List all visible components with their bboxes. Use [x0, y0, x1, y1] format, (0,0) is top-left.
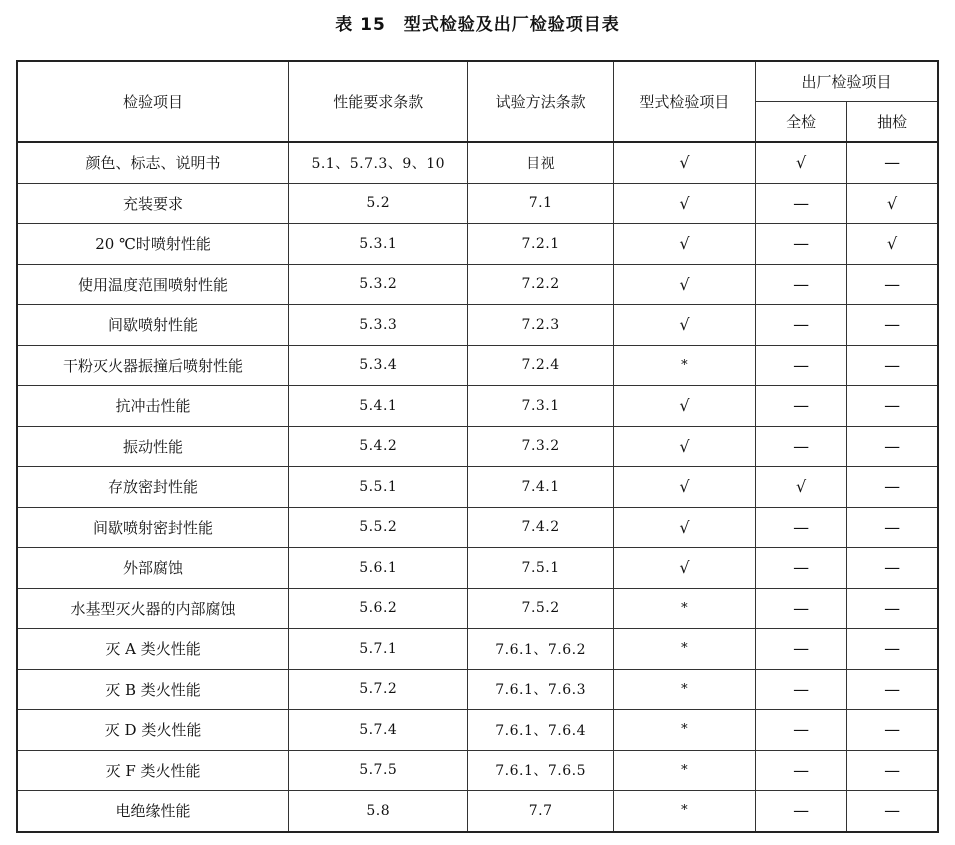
header-sampling-inspection: 抽检: [847, 102, 938, 143]
cell-item: 抗冲击性能: [17, 386, 289, 427]
cell-type-test: √: [613, 386, 755, 427]
header-item: 检验项目: [17, 61, 289, 142]
table-row: [17, 669, 938, 710]
cell-full-inspection: —: [756, 183, 847, 224]
cell-test-method-clause: 7.4.2: [468, 507, 613, 548]
cell-sampling-inspection: —: [847, 386, 938, 427]
cell-sampling-inspection: —: [847, 305, 938, 346]
cell-test-method-clause: 7.7: [468, 791, 613, 832]
cell-sampling-inspection: —: [847, 467, 938, 508]
table-row: [17, 345, 938, 386]
cell-requirement-clause: 5.4.2: [289, 426, 468, 467]
cell-type-test: *: [613, 629, 755, 670]
table-row: [17, 710, 938, 751]
cell-item: 灭 A 类火性能: [17, 629, 289, 670]
cell-item: 颜色、标志、说明书: [17, 142, 289, 183]
cell-test-method-clause: 7.3.2: [468, 426, 613, 467]
table-row: [17, 142, 938, 183]
cell-full-inspection: —: [756, 345, 847, 386]
cell-sampling-inspection: —: [847, 791, 938, 832]
cell-requirement-clause: 5.7.4: [289, 710, 468, 751]
cell-type-test: √: [613, 426, 755, 467]
cell-item: 振动性能: [17, 426, 289, 467]
cell-test-method-clause: 7.2.3: [468, 305, 613, 346]
table-row: [17, 791, 938, 832]
cell-requirement-clause: 5.5.2: [289, 507, 468, 548]
header-full-inspection: 全检: [756, 102, 847, 143]
cell-full-inspection: —: [756, 669, 847, 710]
cell-full-inspection: √: [756, 467, 847, 508]
cell-sampling-inspection: —: [847, 548, 938, 589]
cell-item: 20 ℃时喷射性能: [17, 224, 289, 265]
cell-test-method-clause: 7.4.1: [468, 467, 613, 508]
cell-full-inspection: —: [756, 305, 847, 346]
cell-full-inspection: √: [756, 142, 847, 183]
cell-test-method-clause: 7.1: [468, 183, 613, 224]
cell-test-method-clause: 7.5.1: [468, 548, 613, 589]
cell-test-method-clause: 7.6.1、7.6.2: [468, 629, 613, 670]
cell-full-inspection: —: [756, 548, 847, 589]
table-title: 型式检验及出厂检验项目表: [403, 15, 620, 35]
cell-type-test: *: [613, 669, 755, 710]
cell-full-inspection: —: [756, 710, 847, 751]
cell-sampling-inspection: —: [847, 264, 938, 305]
cell-item: 灭 B 类火性能: [17, 669, 289, 710]
cell-sampling-inspection: —: [847, 710, 938, 751]
cell-test-method-clause: 7.2.4: [468, 345, 613, 386]
table-row: [17, 507, 938, 548]
cell-full-inspection: —: [756, 588, 847, 629]
cell-requirement-clause: 5.7.5: [289, 750, 468, 791]
cell-test-method-clause: 7.2.1: [468, 224, 613, 265]
cell-test-method-clause: 7.2.2: [468, 264, 613, 305]
cell-full-inspection: —: [756, 264, 847, 305]
table-row: [17, 588, 938, 629]
cell-sampling-inspection: —: [847, 345, 938, 386]
cell-type-test: √: [613, 224, 755, 265]
cell-type-test: √: [613, 142, 755, 183]
cell-full-inspection: —: [756, 224, 847, 265]
table-caption: [0, 10, 955, 35]
table-row: [17, 183, 938, 224]
cell-requirement-clause: 5.4.1: [289, 386, 468, 427]
cell-requirement-clause: 5.2: [289, 183, 468, 224]
cell-sampling-inspection: —: [847, 750, 938, 791]
cell-item: 间歇喷射密封性能: [17, 507, 289, 548]
cell-item: 外部腐蚀: [17, 548, 289, 589]
cell-full-inspection: —: [756, 426, 847, 467]
cell-type-test: √: [613, 183, 755, 224]
cell-requirement-clause: 5.3.2: [289, 264, 468, 305]
cell-full-inspection: —: [756, 507, 847, 548]
cell-type-test: *: [613, 750, 755, 791]
cell-item: 灭 D 类火性能: [17, 710, 289, 751]
cell-item: 使用温度范围喷射性能: [17, 264, 289, 305]
cell-sampling-inspection: √: [847, 183, 938, 224]
table-row: [17, 548, 938, 589]
cell-item: 充装要求: [17, 183, 289, 224]
cell-item: 电绝缘性能: [17, 791, 289, 832]
table-row: [17, 629, 938, 670]
cell-test-method-clause: 7.6.1、7.6.5: [468, 750, 613, 791]
header-type-test: 型式检验项目: [613, 61, 755, 142]
cell-sampling-inspection: —: [847, 507, 938, 548]
cell-requirement-clause: 5.6.1: [289, 548, 468, 589]
cell-item: 灭 F 类火性能: [17, 750, 289, 791]
table-row: [17, 426, 938, 467]
cell-requirement-clause: 5.3.4: [289, 345, 468, 386]
table-row: [17, 264, 938, 305]
cell-requirement-clause: 5.7.1: [289, 629, 468, 670]
cell-test-method-clause: 7.3.1: [468, 386, 613, 427]
header-test-method-clause: 试验方法条款: [468, 61, 613, 142]
cell-requirement-clause: 5.3.1: [289, 224, 468, 265]
cell-item: 水基型灭火器的内部腐蚀: [17, 588, 289, 629]
cell-test-method-clause: 7.5.2: [468, 588, 613, 629]
cell-requirement-clause: 5.5.1: [289, 467, 468, 508]
cell-item: 干粉灭火器振撞后喷射性能: [17, 345, 289, 386]
table-row: [17, 467, 938, 508]
cell-type-test: √: [613, 467, 755, 508]
cell-requirement-clause: 5.7.2: [289, 669, 468, 710]
cell-sampling-inspection: —: [847, 669, 938, 710]
cell-item: 存放密封性能: [17, 467, 289, 508]
cell-type-test: √: [613, 548, 755, 589]
header-requirement-clause: 性能要求条款: [289, 61, 468, 142]
cell-full-inspection: —: [756, 791, 847, 832]
table-number: 表 15: [335, 15, 386, 35]
cell-test-method-clause: 7.6.1、7.6.4: [468, 710, 613, 751]
cell-item: 间歇喷射性能: [17, 305, 289, 346]
cell-requirement-clause: 5.6.2: [289, 588, 468, 629]
cell-test-method-clause: 目视: [468, 142, 613, 183]
cell-requirement-clause: 5.3.3: [289, 305, 468, 346]
cell-type-test: *: [613, 710, 755, 751]
cell-requirement-clause: 5.1、5.7.3、9、10: [289, 142, 468, 183]
cell-sampling-inspection: —: [847, 426, 938, 467]
table-row: [17, 224, 938, 265]
cell-type-test: *: [613, 345, 755, 386]
table-row: [17, 750, 938, 791]
cell-type-test: *: [613, 588, 755, 629]
cell-full-inspection: —: [756, 629, 847, 670]
inspection-items-table: [16, 60, 939, 833]
cell-test-method-clause: 7.6.1、7.6.3: [468, 669, 613, 710]
table-row: [17, 386, 938, 427]
cell-type-test: *: [613, 791, 755, 832]
cell-full-inspection: —: [756, 386, 847, 427]
table-body: [17, 142, 938, 832]
cell-sampling-inspection: —: [847, 588, 938, 629]
cell-type-test: √: [613, 507, 755, 548]
cell-requirement-clause: 5.8: [289, 791, 468, 832]
table-header: [17, 61, 938, 142]
cell-sampling-inspection: √: [847, 224, 938, 265]
header-factory-test: 出厂检验项目: [756, 61, 938, 102]
cell-sampling-inspection: —: [847, 629, 938, 670]
table-row: [17, 305, 938, 346]
cell-sampling-inspection: —: [847, 142, 938, 183]
cell-full-inspection: —: [756, 750, 847, 791]
cell-type-test: √: [613, 264, 755, 305]
cell-type-test: √: [613, 305, 755, 346]
